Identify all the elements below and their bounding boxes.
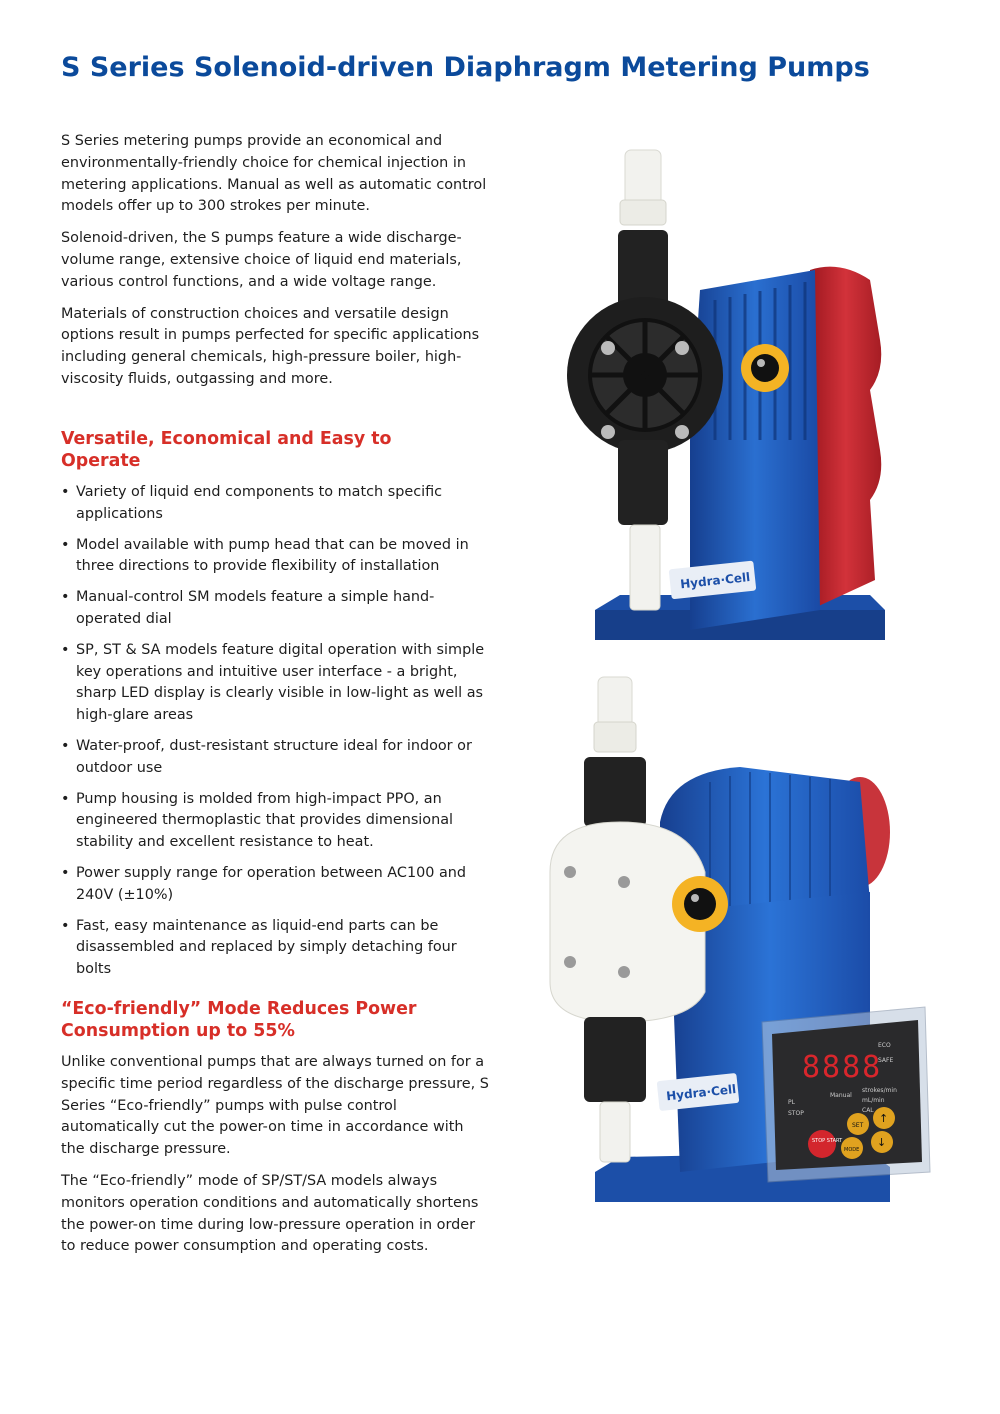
- pump-logo: Hydra·Cell: [679, 570, 751, 592]
- list-item-text: Pump housing is molded from high-impact PPO, an engineered thermoplastic that provides dimensional stability and excellent resistance to heat.: [76, 790, 454, 851]
- mode-label: MODE: [844, 1147, 860, 1153]
- list-item-text: Fast, easy maintenance as liquid-end parts can be disassembled and replaced by simply detaching four bolts: [76, 917, 457, 978]
- led-display: 8888: [802, 1050, 883, 1085]
- intro-paragraph: S Series metering pumps provide an economical and environmentally-friendly choice for chemical injection in metering applications. Manual as well as automatic control models offer up to 300 strokes per minute.: [61, 133, 487, 215]
- arrow-up-icon: ↑: [879, 1112, 889, 1125]
- list-item-text: Water-proof, dust-resistant structure ideal for indoor or outdoor use: [76, 737, 472, 776]
- list-item-text: Manual-control SM models feature a simple hand-operated dial: [76, 589, 435, 627]
- bullet-icon: •: [61, 641, 70, 658]
- pl-indicator: PL: [788, 1099, 795, 1106]
- feature-list: [61, 482, 491, 981]
- section-heading: Versatile, Economical and Easy to Operate: [61, 429, 392, 471]
- section-heading: “Eco-friendly” Mode Reduces Power Consumption up to 55%: [61, 999, 417, 1041]
- eco-indicator: ECO: [878, 1042, 891, 1049]
- list-item: [61, 587, 491, 631]
- bullet-icon: •: [61, 589, 70, 606]
- page-title: S Series Solenoid-driven Diaphragm Metering Pumps: [61, 52, 870, 83]
- ml-indicator: mL/min: [862, 1097, 885, 1104]
- intro-section: [61, 131, 491, 391]
- pump-photo-digital: [540, 672, 940, 1232]
- bullet-icon: •: [61, 737, 70, 754]
- list-item: [61, 535, 491, 579]
- list-item: [61, 863, 491, 907]
- stop-start-button[interactable]: [808, 1130, 836, 1158]
- pump-logo: Hydra·Cell: [665, 1082, 737, 1104]
- bullet-icon: •: [61, 484, 70, 500]
- intro-paragraph: Materials of construction choices and versatile design options result in pumps perfected for specific applications including general chemicals, high-pressure boiler, high-viscosity fluids, outgassing and more.: [61, 305, 480, 387]
- list-item: [61, 916, 491, 981]
- bullet-icon: •: [61, 864, 70, 881]
- list-item-text: SP, ST & SA models feature digital operation with simple key operations and intuitive user interface - a bright, sharp LED display is clearly visible in low-light as well as high-glare areas: [76, 641, 485, 724]
- pump-photo-manual: [540, 140, 940, 660]
- eco-paragraph: The “Eco-friendly” mode of SP/ST/SA models always monitors operation conditions and automatically shortens the power-on time during low-pressure operation in order to reduce power consumption and operating costs.: [61, 1172, 479, 1255]
- manual-indicator: Manual: [830, 1092, 852, 1099]
- strokes-indicator: strokes/min: [862, 1087, 897, 1094]
- eco-paragraph: Unlike conventional pumps that are always turned on for a specific time period regardless of the discharge pressure, S Series “Eco-friendly” pumps with pulse control automatically cut the power-on time in accordance with the discharge pressure.: [61, 1054, 489, 1158]
- safe-indicator: SAFE: [878, 1057, 894, 1064]
- stop-indicator: STOP: [788, 1110, 804, 1117]
- cal-indicator: CAL: [862, 1107, 874, 1114]
- list-item-text: Power supply range for operation between AC100 and 240V (±10%): [76, 864, 467, 903]
- features-section: [61, 428, 491, 990]
- bullet-icon: •: [61, 536, 70, 553]
- bullet-icon: •: [61, 917, 70, 934]
- list-item: [61, 789, 491, 854]
- list-item-text: Variety of liquid end components to match specific applications: [76, 484, 443, 522]
- list-item: [61, 736, 491, 780]
- eco-section: [61, 998, 491, 1258]
- list-item: [61, 640, 491, 727]
- arrow-down-icon: ↓: [877, 1136, 887, 1149]
- intro-paragraph: Solenoid-driven, the S pumps feature a wide discharge-volume range, extensive choice of liquid end materials, various control functions, and a wide voltage range.: [61, 230, 462, 290]
- stop-start-label: STOP START: [812, 1138, 843, 1144]
- bullet-icon: •: [61, 790, 70, 807]
- list-item-text: Model available with pump head that can be moved in three directions to provide flexibility of installation: [76, 536, 469, 575]
- set-label: SET: [852, 1122, 864, 1129]
- list-item: [61, 482, 491, 526]
